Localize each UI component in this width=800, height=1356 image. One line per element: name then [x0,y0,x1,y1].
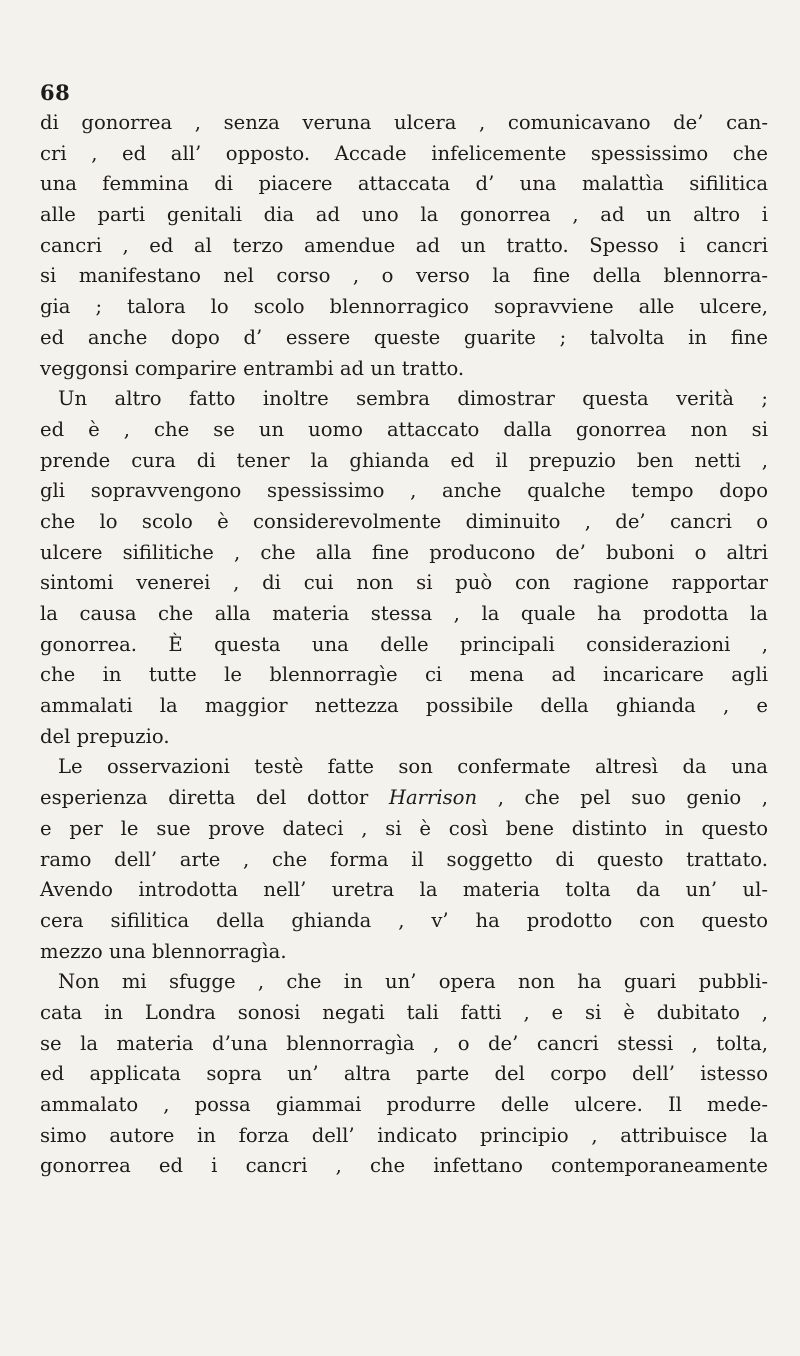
page-number: 68 [40,80,71,105]
text-line: ed applicata sopra un’ altra parte del corpo dell’ istesso [40,1062,768,1086]
text-line: se la materia d’una blennorragìa , o de’ cancri stessi , tolta, [40,1031,768,1055]
text-line: una femmina di piacere attaccata d’ una malattìa sifilitica [40,172,768,196]
text-line: ed è , che se un uomo attaccato dalla gonorrea non si [40,417,768,441]
text-line: del prepuzio. [40,724,170,748]
text-line: veggonsi comparire entrambi ad un tratto. [40,356,465,380]
text-line: gonorrea. È questa una delle principali considerazioni , [40,632,768,656]
text-line: ed anche dopo d’ essere queste guarite ; talvolta in fine [40,325,768,349]
text-line: cancri , ed al terzo amendue ad un tratto. Spesso i cancri [40,233,768,257]
text-line: di gonorrea , senza veruna ulcera , comunicavano de’ can- [40,111,768,134]
text-line: ulcere sifilitiche , che alla fine producono de’ buboni o altri [40,540,768,564]
text-line: gonorrea ed i cancri , che infettano contemporaneamente [40,1154,768,1178]
text-line: Non mi sfugge , che in un’ opera non ha guari pubbli- [58,970,768,994]
text-line: che in tutte le blennorragìe ci mena ad incaricare agli [40,663,768,687]
text-line: cera sifilitica della ghianda , v’ ha prodotto con questo [40,908,768,932]
text-line: cri , ed all’ opposto. Accade infelicemente spessissimo che [40,141,768,165]
text-line: sintomi venerei , di cui non si può con ragione rapportar [40,571,768,595]
text-line: ammalati la maggior nettezza possibile della ghianda , e [40,694,768,718]
text-line: si manifestano nel corso , o verso la fine della blennorra- [40,264,768,288]
text-line: la causa che alla materia stessa , la quale ha prodotta la [40,602,768,625]
text-line: gia ; talora lo scolo blennorragico sopravviene alle ulcere, [40,295,768,319]
text-line: simo autore in forza dell’ indicato principio , attribuisce la [40,1123,768,1147]
text-line: e per le sue prove dateci , si è così bene distinto in questo [40,816,768,840]
text-line: Avendo introdotta nell’ uretra la materia tolta da un’ ul- [40,878,768,902]
text-line: ammalato , possa giammai produrre delle ulcere. Il mede- [40,1093,768,1116]
text-line: cata in Londra sonosi negati tali fatti , e si è dubitato , [40,1000,768,1024]
body-text [40,108,768,1182]
author-name: Harrison [388,786,478,810]
text-line: che lo scolo è considerevolmente diminuito , de’ cancri o [40,509,768,533]
text-line: mezzo una blennorragìa. [40,939,287,963]
text-line: alle parti genitali dia ad uno la gonorrea , ad un altro i [40,203,768,227]
text-line: prende cura di tener la ghianda ed il prepuzio ben netti , [40,448,768,472]
text-line: gli sopravvengono spessissimo , anche qualche tempo dopo [40,479,768,503]
text-line: Le osservazioni testè fatte son confermate altresì da una [58,755,768,779]
text-line: esperienza diretta del dottor Harrison , che pel suo genio , [40,786,768,810]
text-line: ramo dell’ arte , che forma il soggetto di questo trattato. [40,847,768,871]
text-line: Un altro fatto inoltre sembra dimostrar questa verità ; [58,387,768,411]
